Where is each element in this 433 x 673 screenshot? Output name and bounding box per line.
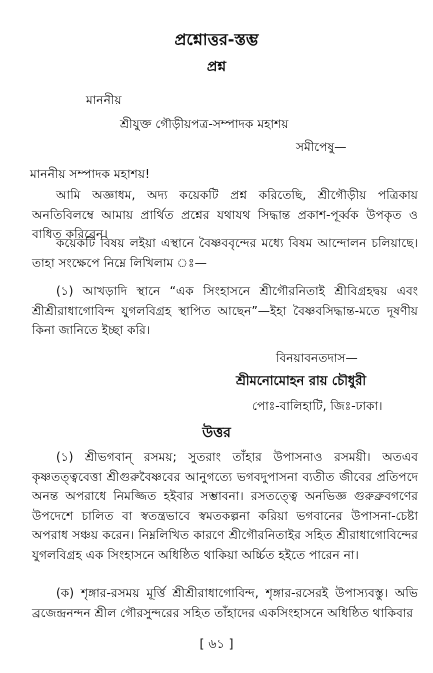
answer-paragraph-2: (ক) শৃঙ্গার-রসময় মূর্ত্তি শ্রীশ্রীরাধাগোবিন্দ, শৃঙ্গার-রসেরই উপাস্যবস্তু। অভি ব্রজেন্দ্রনন্দন শ্রীল গৌরসুন্দরের সহিত তাঁহাদের একসিংহাসনে অধিষ্ঠিত থাকিবার [32,586,418,620]
salutation-samipe: সমীপেষু— [296,140,347,154]
page-number: [ ৬১ ] [199,636,234,651]
question-heading: প্রশ্ন [206,59,227,75]
signature-closing: বিনয়াবনতদাস— [276,351,358,365]
greeting-line: মাননীয় সম্পাদক মহাশয়! [30,167,150,181]
signature-address: পোঃ-বালিহাটি, জিঃ-ঢাকা। [252,399,383,413]
answer-paragraph-1: (১) শ্রীভগবান্ রসময়; সুতরাং তাঁহার উপাসনাও রসময়ী। অতএব কৃষ্ণতত্ত্ববেত্তা শ্রীগুরুবৈষ্ণবের আনুগত্যে ভগবদুপাসনা ব্যতীত জীবের প্রতিপদে অনন্ত অপরাধে নিমজ্জিত হইবার সম্ভাবনা। রসতত্ত্বে অনভিজ্ঞ গুরুব্রুবগণের উপদেশে চালিত বা স্বতন্ত্রভাবে স্বমতকল্পনা করিয়া ভগবানের উপাসনা-চেষ্টা অপরাধ সঞ্চয় করেন। নিম্নলিখিত কারণে শ্রীগৌরনিতাইর সহিত শ্রীরাধাগোবিন্দের যুগলবিগ্রহ এক সিংহাসনে অধিষ্ঠিত থাকিয়া অর্চ্চিত হইতে পারেন না। [32,450,418,562]
page-title: প্রশ্নোত্তর-স্তম্ভ [174,30,259,49]
salutation-addressee: শ্রীযুক্ত গৌড়ীয়পত্র-সম্পাদক মহাশয় [120,117,289,131]
answer-heading: উত্তর [202,425,231,441]
question-paragraph-2: কয়েকটি বিষয় লইয়া এস্থানে বৈষ্ণববৃন্দের মধ্যে বিষম আন্দোলন চলিয়াছে। তাহা সংক্ষেপে নিম্নে লিখিলাম ঃ— [32,236,418,270]
salutation-honorific: মাননীয় [86,93,122,107]
signature-name: শ্রীমনোমোহন রায় চৌধুরী [236,374,367,389]
question-paragraph-1: আমি অজ্ঞাধম, অদ্য কয়েকটি প্রশ্ন করিতেছি, শ্রীগৌড়ীয় পত্রিকায় অনতিবিলম্বে আমায় প্রার্থিত প্রশ্নের যথাযথ সিদ্ধান্ত প্রকাশ-পূর্ব্বক উপকৃত ও বাধিত করিবেন। [32,188,418,241]
question-paragraph-3: (১) আখড়াদি স্থানে “এক সিংহাসনে শ্রীগৌরনিতাই শ্রীবিগ্রহদ্বয় এবং শ্রীশ্রীরাধাগোবিন্দ যুগলবিগ্রহ স্থাপিত আছেন”—ইহা বৈষ্ণবসিদ্ধান্ত-মতে দূষণীয় কিনা জানিতে ইচ্ছা করি। [32,284,418,337]
